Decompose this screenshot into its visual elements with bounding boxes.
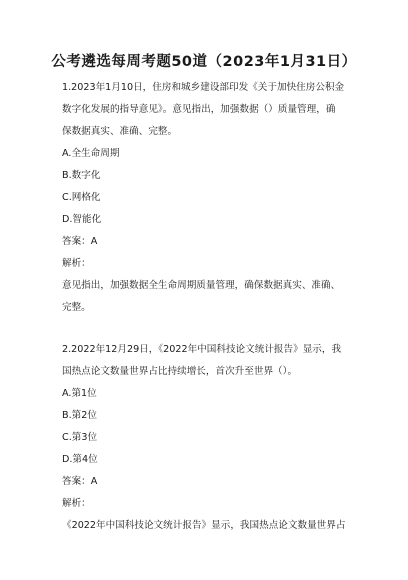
q2-option-a: A.第1位 (62, 388, 97, 399)
q1-analysis-line-2: 完整。 (62, 302, 91, 313)
q2-stem-line-2: 国热点论文数量世界占比持续增长，首次升至世界（）。 (62, 366, 298, 377)
q1-stem-line-3: 保数据真实、准确、完整。 (62, 126, 178, 137)
document-title: 公考遴选每周考题50道（2023年1月31日） (51, 54, 357, 70)
q2-option-b: B.第2位 (62, 410, 97, 421)
q1-stem-line-2: 数字化发展的指导意见》。意见指出，加强数据（）质量管理，确 (62, 104, 336, 115)
q2-analysis-line-1: 《2022年中国科技论文统计报告》显示，我国热点论文数量世界占 (62, 520, 346, 531)
q2-option-c: C.第3位 (62, 432, 98, 443)
q2-stem-line-1: 2.2022年12月29日，《2022年中国科技论文统计报告》显示，我 (62, 344, 342, 355)
q1-analysis-label: 解析： (62, 258, 91, 269)
q2-option-d: D.第4位 (62, 454, 98, 465)
q1-answer: 答案：A (62, 236, 98, 247)
q2-answer: 答案：A (62, 476, 98, 487)
q2-analysis-label: 解析： (62, 498, 91, 509)
q1-option-c: C.网格化 (62, 192, 101, 203)
q1-option-a: A.全生命周期 (62, 148, 120, 159)
q1-stem-line-1: 1.2023年1月10日，住房和城乡建设部印发《关于加快住房公积金 (62, 82, 345, 93)
q1-option-b: B.数字化 (62, 170, 101, 181)
q1-option-d: D.智能化 (62, 214, 102, 225)
q1-analysis-line-1: 意见指出，加强数据全生命周期质量管理，确保数据真实、准确、 (62, 280, 341, 291)
